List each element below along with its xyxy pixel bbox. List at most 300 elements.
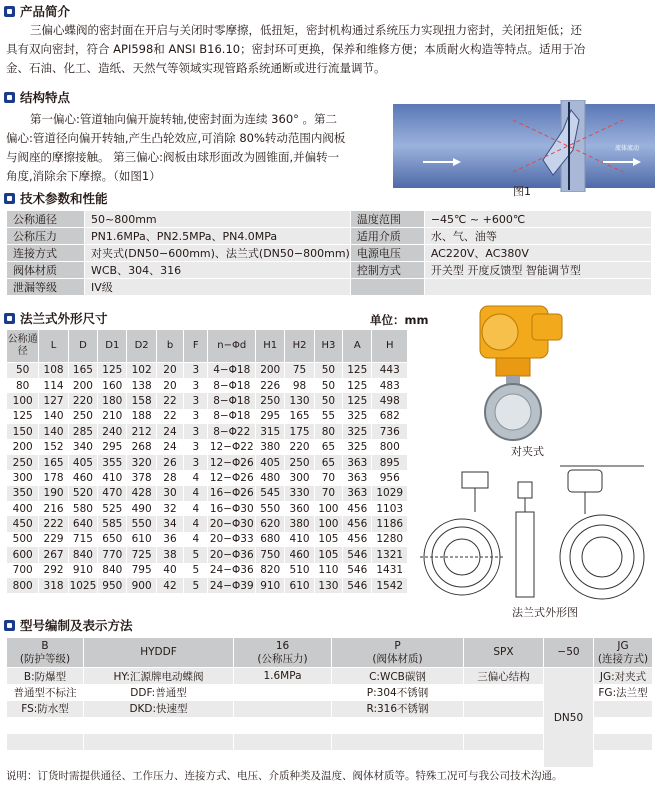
param-key: 公称通径 [7, 211, 85, 228]
param-key: 连接方式 [7, 245, 85, 262]
flow-label: 流体流动 [615, 145, 640, 152]
dim-cell: 736 [372, 424, 408, 439]
dim-cell: 75 [285, 363, 314, 378]
dim-cell: 483 [372, 378, 408, 393]
dim-header-cell: 公称通径 [7, 330, 39, 363]
dim-cell: 8−Φ18 [208, 378, 256, 393]
dim-cell: 16−Φ26 [209, 487, 254, 500]
dim-row [7, 393, 408, 408]
model-cell: DKD:快速型 [84, 701, 234, 718]
section-bullet-icon [4, 92, 15, 103]
dim-cell: 380 [256, 439, 285, 454]
dim-cell: 80 [314, 424, 342, 439]
dim-cell: 750 [256, 547, 285, 562]
model-cell [594, 750, 653, 767]
dim-cell: 200 [68, 378, 97, 393]
dim-cell: 325 [343, 439, 372, 454]
dim-cell: 165 [285, 409, 314, 424]
param-key: 泄漏等级 [7, 279, 85, 296]
dim-cell: 820 [256, 563, 285, 578]
dim-cell: 460 [285, 547, 314, 562]
dim-cell: 585 [98, 516, 127, 531]
dim-cell: 1025 [69, 579, 97, 592]
section-bullet-icon [4, 620, 15, 631]
param-key: 温度范围 [350, 211, 424, 228]
dim-cell: 12−Φ22 [209, 441, 254, 454]
dim-row [7, 378, 408, 393]
model-cell [464, 701, 544, 718]
model-cell [464, 684, 544, 701]
dim-row [7, 363, 408, 378]
dim-cell: 1029 [372, 486, 408, 501]
dim-cell: 840 [98, 563, 127, 578]
dim-cell: 20−Φ30 [209, 518, 254, 531]
model-header-code: −50 [557, 646, 580, 658]
dim-cell: 102 [127, 363, 156, 378]
dim-cell: 1321 [372, 547, 408, 562]
dim-cell: 220 [285, 439, 314, 454]
valve-disc-face [495, 394, 531, 430]
dim-row [7, 455, 408, 470]
dim-cell: 38 [156, 547, 183, 562]
dim-cell: 1542 [372, 578, 408, 593]
order-note: 说明：订货时需提供通径、工作压力、连接方式、电压、介质种类及温度、阀体材质等。特殊工况可与我公司技术沟通。 [6, 770, 563, 782]
dim-cell: 895 [372, 455, 408, 470]
dim-cell: 158 [127, 393, 156, 408]
dim-cell: 24−Φ39 [209, 579, 254, 592]
dim-cell: 4 [184, 486, 208, 501]
dim-cell: 400 [7, 501, 39, 516]
model-header-cell [544, 638, 594, 668]
dim-cell: 50 [7, 363, 39, 378]
dim-cell: 8−Φ22 [208, 424, 256, 439]
wafer-caption: 对夹式 [511, 445, 544, 458]
dim-cell: 4 [184, 516, 208, 531]
model-cell [84, 734, 234, 751]
model-cell [7, 717, 84, 734]
model-cell [332, 717, 464, 734]
dim-cell: 3 [184, 409, 208, 424]
dim-cell: 380 [285, 516, 314, 531]
model-header-cell [594, 638, 653, 668]
model-cell [234, 701, 332, 718]
param-value: 水、气、油等 [424, 228, 651, 245]
dim-cell: 138 [127, 378, 156, 393]
dim-row [7, 470, 408, 485]
actuator-cover [482, 314, 518, 350]
model-cell [234, 684, 332, 701]
model-cell [464, 717, 544, 734]
dim-cell: 26 [156, 455, 183, 470]
section-title: 法兰式外形尺寸 [20, 311, 108, 326]
dim-cell: 580 [68, 501, 97, 516]
section-bullet-icon [4, 313, 15, 324]
model-header-sub: (连接方式) [597, 652, 649, 665]
model-cell [332, 734, 464, 751]
dim-cell: 682 [372, 409, 408, 424]
section-header-intro [4, 3, 70, 19]
section-title: 结构特点 [20, 90, 71, 105]
params-row [7, 279, 652, 296]
dim-cell: 600 [7, 547, 39, 562]
dim-cell: 32 [156, 501, 183, 516]
dim-cell: 50 [314, 363, 342, 378]
dim-cell: 250 [256, 393, 285, 408]
dim-cell: 910 [256, 578, 285, 593]
model-cell: R:316不锈钢 [332, 701, 464, 718]
structure-line-2: 偏心:管道径向偏开转轴,产生凸轮效应,可消除 80%转动范围内阀板 [6, 131, 346, 145]
model-table [6, 637, 653, 767]
model-cell [7, 750, 84, 767]
dim-cell: 50 [314, 393, 342, 408]
model-cell: C:WCB碳钢 [332, 668, 464, 685]
dim-header-cell: n−Φd [208, 330, 256, 363]
model-cell: JG:对夹式 [594, 668, 653, 685]
dim-cell: 295 [98, 439, 127, 454]
param-value: AC220V、AC380V [424, 245, 651, 262]
dim-cell: 200 [7, 439, 39, 454]
dim-cell: 325 [343, 409, 372, 424]
offset-diagram [393, 100, 655, 192]
dim-cell: 285 [68, 424, 97, 439]
dim-cell: 40 [156, 563, 183, 578]
model-dn-cell: DN50 [544, 668, 594, 768]
dim-cell: 200 [256, 363, 285, 378]
dim-cell: 550 [127, 516, 156, 531]
section-header-dims [4, 310, 108, 326]
dim-cell: 114 [39, 378, 68, 393]
dim-cell: 715 [68, 532, 97, 547]
params-row [7, 262, 652, 279]
dim-header-cell: D [68, 330, 97, 363]
dim-cell: 24 [156, 439, 183, 454]
dim-cell: 24 [156, 424, 183, 439]
dim-cell: 226 [256, 378, 285, 393]
dim-cell: 55 [314, 409, 342, 424]
section-header-structure [4, 89, 70, 105]
actuator-bracket [496, 358, 530, 376]
model-cell [464, 750, 544, 767]
drawing-actuator-3 [568, 470, 602, 492]
dim-cell: 300 [7, 470, 39, 485]
dim-cell: 800 [372, 439, 408, 454]
dim-cell: 350 [7, 486, 39, 501]
dim-cell: 65 [314, 455, 342, 470]
dim-cell: 20−Φ33 [209, 533, 254, 546]
dim-cell: 300 [285, 470, 314, 485]
intro-line-2: 具有双向密封，符合 API598和 ANSI B16.10；密封环可更换，保养和维修方便；本质耐火构造等特点。适用于冶 [6, 42, 586, 56]
dim-cell: 178 [39, 470, 68, 485]
dim-cell: 725 [127, 547, 156, 562]
unit-label: 单位：mm [370, 313, 429, 327]
dim-cell: 405 [256, 455, 285, 470]
dim-header-cell: D2 [127, 330, 156, 363]
model-header-sub: (防护等级) [19, 652, 71, 665]
dim-cell: 125 [98, 363, 127, 378]
dim-cell: 428 [127, 486, 156, 501]
section-title: 技术参数和性能 [20, 191, 108, 206]
dim-header-cell: H1 [256, 330, 285, 363]
dim-cell: 212 [127, 424, 156, 439]
dim-cell: 105 [314, 532, 342, 547]
dim-cell: 545 [256, 486, 285, 501]
dim-cell: 268 [127, 439, 156, 454]
dim-cell: 24−Φ36 [209, 564, 254, 577]
model-cell: P:304不锈钢 [332, 684, 464, 701]
dim-cell: 363 [343, 486, 372, 501]
dim-cell: 4 [184, 470, 208, 485]
model-cell [594, 717, 653, 734]
dim-cell: 3 [184, 424, 208, 439]
dim-cell: 340 [68, 439, 97, 454]
dim-cell: 378 [127, 470, 156, 485]
model-cell [464, 734, 544, 751]
dim-cell: 3 [184, 378, 208, 393]
structure-line-4: 角度,消除余下摩擦。（如图1） [6, 169, 161, 183]
dim-cell: 210 [98, 409, 127, 424]
actuator-side-box [532, 314, 562, 340]
model-header-cell [332, 638, 464, 668]
dim-cell: 910 [68, 563, 97, 578]
dim-cell: 5 [184, 563, 208, 578]
param-value: PN1.6MPa、PN2.5MPa、PN4.0MPa [85, 228, 351, 245]
dim-cell: 460 [68, 470, 97, 485]
dim-row [7, 516, 408, 531]
dim-header-cell: A [343, 330, 372, 363]
dim-cell: 1280 [372, 532, 408, 547]
dim-cell: 680 [256, 532, 285, 547]
param-key: 阀体材质 [7, 262, 85, 279]
dim-cell: 250 [7, 455, 39, 470]
model-cell [84, 750, 234, 767]
dim-row [7, 439, 408, 454]
dim-cell: 127 [39, 393, 68, 408]
dim-cell: 12−Φ26 [209, 471, 254, 484]
dim-cell: 456 [343, 516, 372, 531]
dim-cell: 456 [343, 501, 372, 516]
model-cell [84, 717, 234, 734]
dim-cell: 50 [314, 378, 342, 393]
param-key: 控制方式 [350, 262, 424, 279]
dim-cell: 16−Φ30 [209, 502, 254, 515]
dim-cell: 4 [184, 501, 208, 516]
dim-cell: 22 [156, 409, 183, 424]
flange-caption: 法兰式外形图 [512, 606, 578, 619]
dim-cell: 443 [372, 363, 408, 378]
model-cell [594, 734, 653, 751]
dim-row [7, 563, 408, 578]
dim-cell: 216 [39, 501, 68, 516]
dim-cell: 80 [7, 378, 39, 393]
dim-header-cell: H [372, 330, 408, 363]
dim-cell: 770 [98, 547, 127, 562]
dimensions-table [6, 329, 408, 593]
dim-row [7, 486, 408, 501]
model-header-code: JG [617, 639, 629, 652]
model-header-sub: (公称压力) [257, 652, 308, 665]
dim-cell: 175 [285, 424, 314, 439]
dim-cell: 160 [98, 378, 127, 393]
dim-cell: 956 [372, 470, 408, 485]
params-table [6, 210, 652, 296]
wafer-valve-image [470, 300, 580, 442]
section-bullet-icon [4, 193, 15, 204]
dim-cell: 546 [343, 563, 372, 578]
drawing-actuator-2 [518, 482, 532, 498]
dim-cell: 267 [39, 547, 68, 562]
model-cell: HY:汇源牌电动蝶阀 [84, 668, 234, 685]
dim-cell: 222 [39, 516, 68, 531]
dim-cell: 165 [39, 455, 68, 470]
dim-cell: 152 [39, 439, 68, 454]
model-header-code: HYDDF [140, 646, 177, 658]
model-cell: 三偏心结构 [464, 668, 544, 685]
dim-cell: 1431 [372, 563, 408, 578]
dim-cell: 410 [98, 470, 127, 485]
dim-cell: 500 [7, 532, 39, 547]
param-value: 50~800mm [85, 211, 351, 228]
param-value: WCB、304、316 [85, 262, 351, 279]
dim-cell: 640 [68, 516, 97, 531]
section-title: 型号编制及表示方法 [20, 618, 133, 633]
dim-cell: 3 [184, 455, 208, 470]
section-header-params [4, 190, 108, 206]
structure-line-1: 第一偏心:管道轴向偏开旋转轴,使密封面为连续 360° 。第二 [30, 112, 338, 126]
dim-cell: 8−Φ18 [208, 409, 256, 424]
model-cell: 普通型不标注 [7, 684, 84, 701]
dim-cell: 20−Φ36 [209, 548, 254, 561]
model-header-code: B [41, 639, 49, 652]
dim-header-cell: H2 [285, 330, 314, 363]
dim-cell: 320 [127, 455, 156, 470]
dim-row [7, 501, 408, 516]
param-key: 适用介质 [350, 228, 424, 245]
dim-cell: 610 [127, 532, 156, 547]
dim-cell: 20 [156, 363, 183, 378]
dim-cell: 510 [285, 563, 314, 578]
model-header-code: P [394, 639, 401, 652]
param-key: 公称压力 [7, 228, 85, 245]
model-cell: DDF:普通型 [84, 684, 234, 701]
model-cell [234, 750, 332, 767]
dim-cell: 405 [68, 455, 97, 470]
section-title: 产品简介 [20, 4, 71, 19]
dim-cell: 70 [314, 486, 342, 501]
dim-cell: 125 [343, 363, 372, 378]
dim-cell: 180 [98, 393, 127, 408]
dim-cell: 140 [39, 424, 68, 439]
dim-cell: 1103 [372, 501, 408, 516]
model-cell [332, 750, 464, 767]
dim-cell: 292 [39, 563, 68, 578]
model-cell [234, 734, 332, 751]
param-value [424, 279, 651, 296]
dim-cell: 165 [68, 363, 97, 378]
dim-cell: 42 [156, 578, 183, 593]
model-header-code: 16 [275, 639, 290, 652]
param-value: 对夹式(DN50−600mm)、法兰式(DN50−800mm) [85, 245, 351, 262]
dim-cell: 456 [343, 532, 372, 547]
dim-cell: 105 [314, 547, 342, 562]
dim-cell: 450 [7, 516, 39, 531]
dim-cell: 8−Φ18 [208, 393, 256, 408]
dim-cell: 34 [156, 516, 183, 531]
dim-cell: 125 [7, 409, 39, 424]
dim-row [7, 409, 408, 424]
params-row [7, 228, 652, 245]
dim-header-cell: F [184, 330, 208, 363]
dim-cell: 98 [285, 378, 314, 393]
dim-cell: 900 [127, 578, 156, 593]
dim-cell: 800 [7, 578, 39, 593]
dim-cell: 108 [39, 363, 68, 378]
dim-cell: 5 [184, 547, 208, 562]
dim-cell: 840 [68, 547, 97, 562]
dim-cell: 700 [7, 563, 39, 578]
dim-header-cell: b [156, 330, 183, 363]
dim-cell: 188 [127, 409, 156, 424]
model-row [7, 668, 653, 685]
drawing-flange-inner-2 [582, 537, 622, 577]
dim-cell: 5 [184, 578, 208, 593]
dim-cell: 220 [68, 393, 97, 408]
model-header-cell [84, 638, 234, 668]
dim-cell: 3 [184, 393, 208, 408]
model-cell: 1.6MPa [234, 668, 332, 685]
section-header-model [4, 617, 133, 633]
param-value: 开关型 开度反馈型 智能调节型 [424, 262, 651, 279]
dim-header-cell: H3 [314, 330, 342, 363]
model-header-sub: (阀体材质) [372, 652, 423, 665]
model-cell: B:防爆型 [7, 668, 84, 685]
dim-cell: 140 [39, 409, 68, 424]
drawing-side-body [516, 512, 534, 597]
dim-cell: 130 [285, 393, 314, 408]
dim-cell: 355 [98, 455, 127, 470]
intro-line-3: 金、石油、化工、造纸、天然气等领域实现管路系统通断或进行流量调节。 [6, 61, 386, 75]
dim-cell: 3 [184, 363, 208, 378]
dim-cell: 12−Φ26 [209, 456, 254, 469]
dim-cell: 498 [372, 393, 408, 408]
dim-cell: 130 [314, 578, 342, 593]
param-value: IV级 [85, 279, 351, 296]
model-cell [7, 734, 84, 751]
dim-row [7, 532, 408, 547]
dim-cell: 330 [285, 486, 314, 501]
structure-line-3: 与阀座的摩擦接触。 第三偏心:阀板由球形面改为圆锥面,并偏转一 [6, 150, 340, 164]
dim-cell: 363 [343, 455, 372, 470]
dim-cell: 100 [314, 501, 342, 516]
dim-cell: 100 [314, 516, 342, 531]
model-cell: FS:防水型 [7, 701, 84, 718]
dim-cell: 20 [156, 378, 183, 393]
dim-cell: 318 [39, 578, 68, 593]
params-row [7, 211, 652, 228]
dim-row [7, 578, 408, 593]
dim-cell: 490 [127, 501, 156, 516]
dim-cell: 250 [285, 455, 314, 470]
dim-cell: 4−Φ18 [208, 363, 256, 378]
dim-cell: 250 [68, 409, 97, 424]
dim-cell: 410 [285, 532, 314, 547]
dim-header-cell: L [39, 330, 68, 363]
dim-cell: 28 [156, 470, 183, 485]
dim-cell: 546 [343, 578, 372, 593]
model-cell [594, 701, 653, 718]
dim-cell: 325 [343, 424, 372, 439]
dim-cell: 110 [314, 563, 342, 578]
dim-cell: 36 [156, 532, 183, 547]
